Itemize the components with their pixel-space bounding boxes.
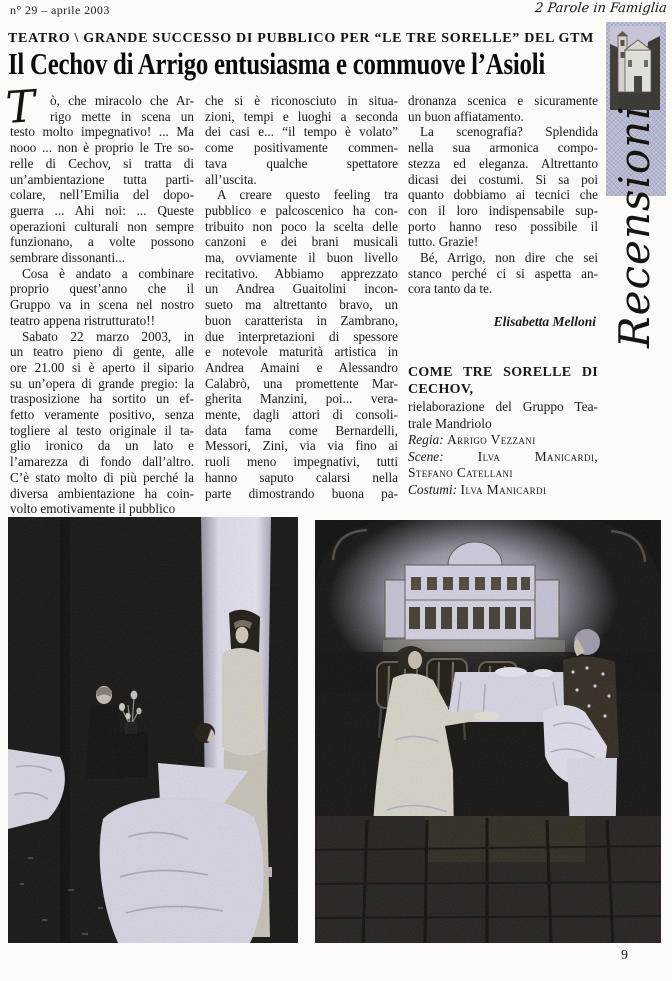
text-segment: Arrigo Vezzani xyxy=(447,432,536,448)
text-line xyxy=(10,344,194,360)
text-line xyxy=(408,381,598,399)
article-headline: Il Cechov di Arrigo entusiasma e commuove l’Asioli xyxy=(8,46,546,81)
text-segment: rielaborazione del Gruppo Tea- xyxy=(408,399,598,415)
church-photo xyxy=(610,26,660,110)
text-segment: Costumi: xyxy=(408,482,458,497)
text-segment: colare, nell’Emilia del dopo- xyxy=(10,187,194,203)
text-line xyxy=(408,109,598,125)
text-line xyxy=(408,172,598,188)
text-segment: tava qualche spettatore xyxy=(205,155,398,171)
production-credits xyxy=(408,364,598,499)
text-segment: un teatro pieno di gente, alle xyxy=(10,344,194,360)
text-line xyxy=(205,234,398,250)
text-line xyxy=(408,416,598,433)
text-segment: Sabato 22 marzo 2003, in xyxy=(22,328,194,344)
text-segment: proprio quest’anno che il xyxy=(10,281,194,297)
text-segment: canzoni e dei brani musicali xyxy=(205,234,398,250)
text-line xyxy=(408,364,598,382)
author-signature: Elisabetta Melloni xyxy=(493,314,596,330)
body-column-3 xyxy=(408,93,598,499)
section-label-text: Recensioni xyxy=(610,105,659,348)
article-kicker: TEATRO \ GRANDE SUCCESSO DI PUBBLICO PER “LE TRE SORELLE” DEL GTM xyxy=(8,31,595,46)
text-line xyxy=(10,376,194,392)
magazine-brand: 2 Parole in Famiglia xyxy=(534,1,668,16)
text-line xyxy=(408,203,598,219)
text-segment: porto hanno reso possibile il xyxy=(408,218,598,234)
text-line xyxy=(205,297,398,313)
text-line xyxy=(205,344,398,360)
text-segment: ò, che miracolo che Ar- xyxy=(50,93,194,108)
text-segment: togliere al testo originale il ta- xyxy=(10,422,194,438)
text-line xyxy=(408,219,598,235)
text-segment: Cosa è andato a combinare xyxy=(22,265,194,281)
text-segment: funzionano, a volte possono xyxy=(10,234,194,250)
text-segment: diversa ambientazione ha coin- xyxy=(10,485,194,501)
text-line xyxy=(205,156,398,172)
text-segment: ore 21.00 si è aperto il sipario xyxy=(10,359,194,375)
text-line xyxy=(10,250,194,266)
text-segment: dronanza scenica e sicuramente xyxy=(408,93,598,108)
right-stage-photo xyxy=(315,520,661,943)
text-line xyxy=(205,391,398,407)
text-line xyxy=(408,140,598,156)
text-line xyxy=(408,449,598,466)
text-line xyxy=(205,250,398,266)
text-line xyxy=(205,486,398,502)
text-line xyxy=(10,297,194,313)
text-line xyxy=(10,486,194,502)
text-segment: due interpretazioni di spessore xyxy=(205,328,398,344)
text-segment: all’uscita. xyxy=(205,171,257,187)
text-line xyxy=(205,109,398,125)
text-line xyxy=(408,482,598,499)
text-segment: Andrea Amaini e Alessandro xyxy=(205,359,398,375)
text-segment: Ilva Manicardi xyxy=(460,482,547,497)
text-segment: stezza ed eleganza. Altrettanto xyxy=(408,155,598,171)
text-line xyxy=(10,187,194,203)
text-segment: dicasi dei costumi. Si sa poi xyxy=(408,171,598,187)
text-segment: un buon affiatamento. xyxy=(408,108,524,124)
text-line xyxy=(408,156,598,172)
text-segment: quanto dobbiamo ai tecnici che xyxy=(408,187,598,203)
text-segment: cora tanto da te. xyxy=(408,281,493,297)
text-segment: fetto veramente positivo, senza xyxy=(10,407,194,423)
text-segment: nella sua armonica compo- xyxy=(408,140,598,156)
page-number: 9 xyxy=(621,948,628,963)
text-line xyxy=(408,399,598,416)
text-line xyxy=(10,124,194,140)
text-segment: A creare questo feeling tra xyxy=(217,187,398,203)
text-line xyxy=(10,329,194,345)
text-line xyxy=(10,281,194,297)
text-segment: Messori, Zini, via via fino ai xyxy=(205,438,398,454)
text-line xyxy=(10,140,194,156)
text-segment: La scenografia? Splendida xyxy=(420,124,598,140)
text-line xyxy=(50,93,194,109)
text-segment: trale Mandriolo xyxy=(408,415,492,431)
text-segment: rigo mette in scena un xyxy=(50,108,194,124)
text-line xyxy=(205,140,398,156)
text-segment: mente, dagli attori di consoli- xyxy=(205,407,398,423)
text-segment: buon caratterista in Zambrano, xyxy=(205,312,398,328)
text-line xyxy=(10,156,194,172)
text-segment: gherita Manzini, poi... vera- xyxy=(205,391,398,407)
text-segment: hanno saputo calarsi nella xyxy=(205,469,398,485)
text-segment: C’è stato molto di più perché la xyxy=(10,469,194,485)
text-segment: ruoli meno impegnativi, tutti xyxy=(205,454,398,470)
text-segment: Regia: xyxy=(408,432,444,448)
text-segment: volto emotivamente il pubblico xyxy=(10,501,176,517)
body-column-2 xyxy=(205,93,398,501)
text-segment: su un’opera di grande pregio: la xyxy=(10,375,194,391)
text-line xyxy=(10,203,194,219)
text-segment: tribuito non poco la scelta delle xyxy=(205,218,398,234)
text-line xyxy=(205,93,398,109)
issue-date: n° 29 – aprile 2003 xyxy=(10,3,110,17)
text-segment: sueto ma altrettanto bravo, un xyxy=(205,297,398,313)
text-line xyxy=(205,281,398,297)
text-line xyxy=(10,234,194,250)
text-line xyxy=(408,93,598,109)
text-segment: un Andrea Guaitolini incon- xyxy=(205,281,398,297)
text-segment: glio ironico da un lato e xyxy=(10,438,194,454)
body-column-1 xyxy=(10,93,194,517)
drop-cap: T xyxy=(4,81,38,134)
text-line xyxy=(10,360,194,376)
text-line xyxy=(205,360,398,376)
text-segment: Ilva Manicardi, xyxy=(477,448,598,464)
text-segment: Scene: xyxy=(408,448,444,464)
text-segment: ma, ovviamente il buon livello xyxy=(205,250,398,266)
text-segment: stanco perché ci si aspetta an- xyxy=(408,265,598,281)
text-line xyxy=(10,501,194,517)
text-line xyxy=(10,266,194,282)
text-line xyxy=(10,391,194,407)
text-line xyxy=(205,172,398,188)
text-segment: testo molto impegnativo! ... Ma xyxy=(10,124,194,140)
text-segment: guerra ... Ahi noi: ... Queste xyxy=(10,202,194,218)
text-line xyxy=(205,470,398,486)
body-column-3-text xyxy=(408,93,598,297)
text-line xyxy=(10,219,194,235)
text-segment: Stefano Catellani xyxy=(408,465,513,481)
text-segment: sembrare dissonanti... xyxy=(10,250,125,266)
text-line xyxy=(50,109,194,125)
text-segment: e notevole maturità artistica in xyxy=(205,344,398,360)
text-segment: data fama come Bernardelli, xyxy=(205,422,398,438)
text-segment: trasposizione ha sortito un ef- xyxy=(10,391,194,407)
text-line xyxy=(408,266,598,282)
text-line xyxy=(205,219,398,235)
text-line xyxy=(205,266,398,282)
text-line xyxy=(205,187,398,203)
text-segment: relle di Cechov, si tratta di xyxy=(10,155,194,171)
text-segment: come positivamente commen- xyxy=(205,140,398,156)
text-segment: che si è riconosciuto in situa- xyxy=(205,93,398,108)
text-line xyxy=(408,124,598,140)
text-line xyxy=(205,124,398,140)
text-line xyxy=(205,454,398,470)
text-segment: tutto. Grazie! xyxy=(408,234,479,250)
text-line xyxy=(205,407,398,423)
text-line xyxy=(10,172,194,188)
text-line xyxy=(10,407,194,423)
text-segment: Bé, Arrigo, non dire che sei xyxy=(420,250,598,266)
text-segment: pubblico e palcoscenico ha con- xyxy=(205,202,398,218)
text-segment: teatro appena ristrutturato!! xyxy=(10,312,155,328)
text-line xyxy=(10,423,194,439)
text-line xyxy=(10,313,194,329)
text-segment: operazioni culturali non sempre xyxy=(10,218,194,234)
text-segment: zioni, tempi e luoghi a seconda xyxy=(205,108,398,124)
text-line xyxy=(10,470,194,486)
text-segment: parte dimostrando buona pa- xyxy=(205,485,398,501)
text-segment: con il loro indispensabile sup- xyxy=(408,202,598,218)
text-line xyxy=(205,329,398,345)
text-segment: Gruppo va in scena nel nostro xyxy=(10,297,194,313)
text-segment: CECHOV, xyxy=(408,382,474,398)
text-line xyxy=(408,187,598,203)
text-segment: Calabrò, una promettente Mar- xyxy=(205,375,398,391)
text-segment: l’amarezza di fondo dall’altro. xyxy=(10,454,194,470)
text-line xyxy=(408,432,598,449)
text-segment: un’ambientazione tutta parti- xyxy=(10,171,194,187)
text-line xyxy=(205,423,398,439)
text-segment: COME TRE SORELLE DI xyxy=(408,364,598,380)
text-line xyxy=(205,376,398,392)
text-segment: dei casi e... “il tempo è volato” xyxy=(205,124,398,140)
text-line xyxy=(205,438,398,454)
text-line xyxy=(408,465,598,482)
text-segment: recitativo. Abbiamo apprezzato xyxy=(205,265,398,281)
text-line xyxy=(205,313,398,329)
text-segment: nooo ... non è proprio le Tre so- xyxy=(10,140,194,156)
text-line xyxy=(408,281,598,297)
left-stage-photo xyxy=(8,517,298,943)
text-line xyxy=(408,250,598,266)
text-line xyxy=(10,438,194,454)
text-line xyxy=(10,454,194,470)
text-line xyxy=(408,234,598,250)
text-line xyxy=(205,203,398,219)
